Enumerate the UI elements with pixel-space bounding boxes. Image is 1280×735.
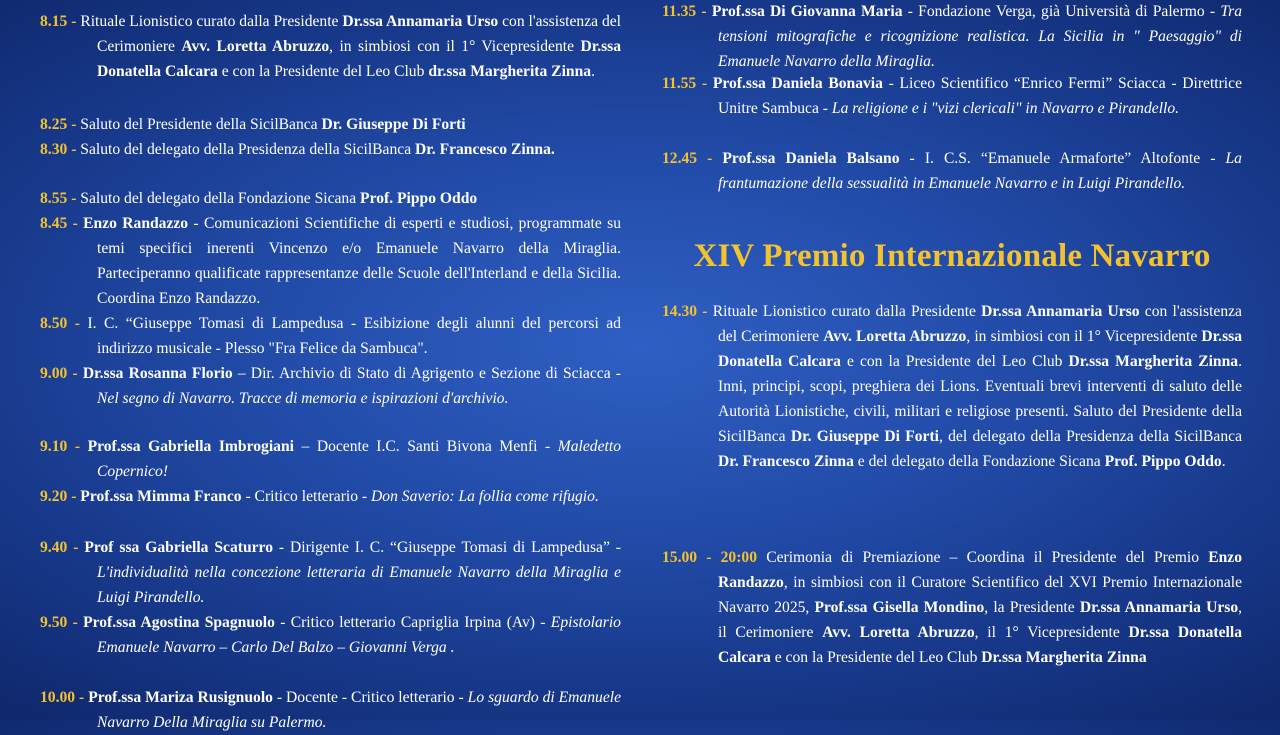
schedule-entry: [40, 535, 621, 610]
entry-text: e con la Presidente del Leo Club: [217, 63, 429, 80]
schedule-entry: [40, 311, 621, 361]
speaker-name: Dr. Francesco Zinna.: [415, 141, 555, 158]
schedule-entry: [662, 71, 1242, 121]
speaker-name: Dr.ssa Donatella Calcara: [97, 38, 622, 80]
entry-text: con l'assistenza del Cerimoniere: [97, 13, 621, 55]
schedule-entry: [662, 146, 1242, 196]
time-label: 15.00 - 20:00: [662, 549, 758, 566]
entry-text: Cerimonia di Premiazione – Coordina il Presidente del Premio: [766, 549, 1209, 566]
schedule-entry: [662, 299, 1242, 474]
speaker-name: Dr.ssa Margherita Zinna: [981, 649, 1147, 666]
time-label: 9.00 -: [40, 365, 78, 382]
schedule-entry: [40, 361, 621, 411]
speaker-name: Dr.ssa Annamaria Urso: [1079, 599, 1239, 616]
entry-text: - Docente - Critico letterario -: [272, 689, 468, 706]
time-label: 8.45 -: [40, 215, 78, 232]
talk-title: Maledetto Copernico!: [97, 438, 621, 480]
entry-text: - Liceo Scientifico “Enrico Fermi” Sciacca - Direttrice Unitre Sambuca -: [718, 75, 1242, 117]
time-label: 12.45 -: [662, 150, 713, 167]
time-label: 8.55 -: [40, 190, 77, 207]
entry-text: Saluto del delegato della Presidenza della SicilBanca: [80, 141, 416, 158]
entry-text: I. C. “Giuseppe Tomasi di Lampedusa - Esibizione degli alunni del percorsi ad indirizzo musicale - Plesso "Fra Felice da Sambuca".: [87, 315, 621, 357]
speaker-name: Dr.ssa Margherita Zinna: [1068, 353, 1239, 370]
speaker-name: Dr.ssa Donatella Calcara: [718, 624, 1242, 666]
entry-text: , in simbiosi con il Curatore Scientifico del XVI Premio Internazionale Navarro 2025,: [718, 574, 1242, 616]
time-label: 8.25 -: [40, 116, 77, 133]
entry-text: - Critico letterario Capriglia Irpina (Av) -: [274, 614, 551, 631]
speaker-name: Dr.ssa Rosanna Florio: [82, 365, 233, 382]
talk-title: La religione e i "vizi clericali" in Navarro e Pirandello.: [831, 100, 1180, 117]
entry-text: - Critico letterario -: [241, 488, 372, 505]
time-label: 11.35 -: [662, 3, 707, 20]
entry-text: - Fondazione Verga, già Università di Palermo -: [902, 3, 1221, 20]
speaker-name: Enzo Randazzo: [83, 215, 189, 232]
schedule-entry: [40, 112, 621, 137]
entry-text: - Comunicazioni Scientifiche di esperti e studiosi, programmate su temi specifici inerenti Vincenzo e/o Emanuele Navarro della Miraglia. Parteciperanno qualificate rappresentanze delle Scuole dell'Interland e della Sicilia. Coordina Enzo Randazzo.: [97, 215, 621, 307]
entry-text: , in simbiosi con il 1° Vicepresidente: [329, 38, 581, 55]
entry-text: .: [591, 63, 595, 80]
speaker-name: Prof.ssa Mimma Franco: [80, 488, 242, 505]
speaker-name: dr.ssa Margherita Zinna: [428, 63, 592, 80]
time-label: 9.20 -: [40, 488, 77, 505]
speaker-name: Dr. Francesco Zinna: [718, 453, 854, 470]
time-label: 10.00 -: [40, 689, 85, 706]
entry-text: , in simbiosi con il 1° Vicepresidente: [966, 328, 1202, 345]
schedule-entry: [40, 211, 621, 311]
speaker-name: Prof.ssa Gabriella Imbrogiani: [87, 438, 294, 455]
speaker-name: Prof. Pippo Oddo: [1104, 453, 1222, 470]
time-label: 8.50 -: [40, 315, 80, 332]
speaker-name: Enzo Randazzo: [718, 549, 1242, 591]
entry-text: – Dir. Archivio di Stato di Agrigento e Sezione di Sciacca -: [232, 365, 621, 382]
entry-text: e con la Presidente del Leo Club: [840, 353, 1069, 370]
speaker-name: Dr.ssa Annamaria Urso: [981, 303, 1140, 320]
time-label: 11.55 -: [662, 75, 708, 92]
entry-text: - I. C.S. “Emanuele Armaforte” Altofonte -: [899, 150, 1226, 167]
talk-title: La frantumazione della sessualità in Emanuele Navarro e in Luigi Pirandello.: [718, 150, 1242, 192]
speaker-name: Dr. Giuseppe Di Forti: [790, 428, 939, 445]
schedule-entry: [40, 9, 621, 84]
time-label: 8.30 -: [40, 141, 77, 158]
speaker-name: Prof. Pippo Oddo: [360, 190, 478, 207]
speaker-name: Dr. Giuseppe Di Forti: [321, 116, 466, 133]
entry-text: Saluto del delegato della Fondazione Sicana: [80, 190, 361, 207]
entry-text: , il Cerimoniere: [718, 599, 1243, 641]
talk-title: L'individualità nella concezione letteraria di Emanuele Navarro della Miraglia e Luigi Pirandello.: [97, 564, 621, 606]
speaker-name: Prof.ssa Agostina Spagnuolo: [83, 614, 275, 631]
entry-text: Rituale Lionistico curato dalla Presidente: [80, 13, 343, 30]
talk-title: Don Saverio: La follia come rifugio.: [371, 488, 599, 505]
talk-title: Nel segno di Navarro. Tracce di memoria e ispirazioni d'archivio.: [97, 390, 509, 407]
schedule-entry: [40, 610, 621, 660]
entry-text: e del delegato della Fondazione Sicana: [853, 453, 1105, 470]
speaker-name: Avv. Loretta Abruzzo: [823, 328, 967, 345]
entry-text: e con la Presidente del Leo Club: [770, 649, 982, 666]
speaker-name: Dr.ssa Annamaria Urso: [342, 13, 499, 30]
entry-text: , del delegato della Presidenza della SicilBanca: [938, 428, 1242, 445]
schedule-entry: [662, 0, 1242, 74]
section-heading: XIV Premio Internazionale Navarro: [693, 238, 1211, 274]
time-label: 8.15 -: [40, 13, 77, 30]
speaker-name: Dr.ssa Donatella Calcara: [718, 328, 1243, 370]
schedule-entry: [40, 484, 621, 509]
speaker-name: Prof.ssa Di Giovanna Maria: [711, 3, 903, 20]
schedule-entry: [40, 685, 621, 735]
entry-text: , il 1° Vicepresidente: [974, 624, 1129, 641]
talk-title: Lo sguardo di Emanuele Navarro Della Miraglia su Palermo.: [97, 689, 621, 731]
entry-text: , la Presidente: [984, 599, 1080, 616]
schedule-entry: [40, 137, 621, 162]
entry-text: Rituale Lionistico curato dalla Presidente: [712, 303, 982, 320]
speaker-name: Prof.ssa Mariza Rusignuolo: [88, 689, 273, 706]
speaker-name: Prof.ssa Gisella Mondino: [814, 599, 985, 616]
speaker-name: Avv. Loretta Abruzzo: [181, 38, 330, 55]
schedule-entry: [662, 545, 1242, 670]
talk-title: Tra tensioni mitografiche e ricognizione realistica. La Sicilia in " Paesaggio" di Emanuele Navarro della Miraglia.: [718, 3, 1242, 70]
speaker-name: Prof.ssa Daniela Balsano: [722, 150, 900, 167]
speaker-name: Prof ssa Gabriella Scaturro: [84, 539, 273, 556]
speaker-name: Avv. Loretta Abruzzo: [822, 624, 975, 641]
entry-text: .: [1221, 453, 1226, 470]
time-label: 9.10 -: [40, 438, 81, 455]
time-label: 9.40 -: [40, 539, 79, 556]
entry-text: - Dirigente I. C. “Giuseppe Tomasi di Lampedusa” -: [273, 539, 621, 556]
entry-text: – Docente I.C. Santi Bivona Menfi -: [293, 438, 558, 455]
schedule-entry: [40, 434, 621, 484]
entry-text: con l'assistenza del Cerimoniere: [718, 303, 1242, 345]
entry-text: Saluto del Presidente della SicilBanca: [80, 116, 322, 133]
time-label: 9.50 -: [40, 614, 78, 631]
time-label: 14.30 -: [662, 303, 708, 320]
entry-text: . Inni, principi, scopi, preghiera dei Lions. Eventuali brevi interventi di saluto delle Autorità Lionistiche, civili, militari e religiose presenti. Saluto del Presidente della SicilBanca: [718, 353, 1242, 445]
schedule-entry: [40, 186, 621, 211]
talk-title: Epistolario Emanuele Navarro – Carlo Del Balzo – Giovanni Verga .: [97, 614, 621, 656]
speaker-name: Prof.ssa Daniela Bonavia: [712, 75, 883, 92]
